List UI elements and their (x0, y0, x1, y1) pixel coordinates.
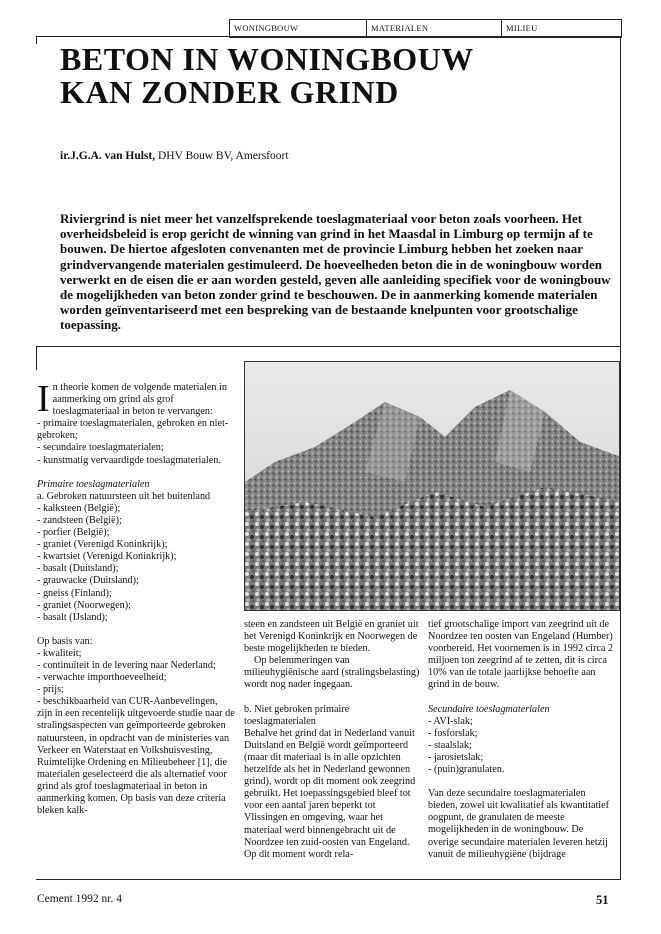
list-item: - kalksteen (België); (37, 502, 121, 514)
tab-materialen: MATERIALEN (367, 20, 502, 37)
column-2 (244, 619, 420, 861)
dropcap: I (37, 378, 50, 420)
page-number: 51 (596, 893, 609, 907)
list-item: - beschikbaarheid van CUR-Aanbevelingen, (37, 696, 218, 708)
title-line-2: KAN ZONDER GRIND (60, 74, 399, 110)
list-item: - verwachte importhoeveelheid; (37, 672, 167, 684)
list-item: - staalslak; (428, 739, 472, 751)
list-item: - porfier (België); (37, 527, 110, 539)
tab-milieu: MILIEU (506, 23, 538, 33)
list-item: - graniet (Verenigd Koninkrijk); (37, 539, 168, 551)
body-paragraph: zijn in een recentelijk uitgevoerde studie naar de stralingsaspecten van geïmporteerde gebroken natuursteen, in opdracht van de ministeries van Verkeer en Waterstaat en Volkshuisvesting, Ruimtelijke Ordening en Milieubeheer [1], die materialen geselecteerd die als alternatief voor grind als grof toeslagmateriaal in beton in aanmerking komen. Op basis van deze criteria bleken kalk- (37, 708, 235, 817)
list-item: - AVI-slak; (428, 715, 473, 727)
list-item: - jarosietslak; (428, 751, 484, 763)
intro-text: n theorie komen de volgende materialen in aanmerking om grind als grof toeslagmateriaal in beton te vervangen: (52, 382, 227, 418)
list-item: - continuïteit in de levering naar Nederland; (37, 659, 216, 671)
section-heading-primary: Primaire toeslagmaterialen (37, 478, 150, 490)
gravel-photo (244, 361, 620, 611)
left-rule-top (36, 36, 37, 44)
body-paragraph: Behalve het grind dat in Nederland vanuit Duitsland en België wordt geïmporteerd (maar dit materiaal is in alle opzichten hetzelfde als het in Nederland gewonnen grind), wordt op dit moment ook zeegrind gebruikt. Het toepassingsgebied bleef tot voor een aantal jaren beperkt tot Vlissingen en omgeving, waar het materiaal werd binnengebracht uit de Noordzee ten zuid-oosten van Engeland. Op dit moment wordt rela- (244, 727, 416, 860)
body-paragraph: Van deze secundaire toeslagmaterialen bieden, zowel uit kwalitatief als kwantitatief oogpunt, de granulaten de meeste mogelijkheden in de woningbouw. De overige secundaire materialen leveren hetzij vanuit de milieuhygiëne (bijdrage (428, 788, 610, 860)
left-rule-mid (36, 346, 37, 370)
subheading-a: a. Gebroken natuursteen uit het buitenland (37, 490, 211, 502)
list-item: - kwartsiet (Verenigd Koninkrijk); (37, 551, 177, 563)
tab-woningbouw: WONINGBOUW (230, 20, 367, 37)
intro-paragraph (37, 378, 237, 420)
journal-issue: Cement 1992 nr. 4 (37, 893, 122, 905)
right-rule (620, 36, 621, 880)
gravel-heaps-image (245, 362, 620, 611)
list-item: - kunstmatig vervaardigde toeslagmaterialen. (37, 454, 221, 466)
lead-paragraph: Riviergrind is niet meer het vanzelfsprekende toeslagmateriaal voor beton zoals voorheen. Het overheidsbeleid is erop gericht de winning van grind in het Maasdal in Limburg op termijn af te bouwen. De hiertoe afgesloten convenanten met de provincie Limburg hebben het zoeken naar grindvervangende materialen gestimuleerd. De hoeveelheden beton die in de woningbouw worden verwerkt en de eisen die er aan worden gesteld, geven alle aanleiding specifiek voor de woningbouw de mogelijkheden van beton zonder grind te beschouwen. De in aanmerking komende materialen worden geïnventariseerd met een bespreking van de bestaande knelpunten voor grootschalige toepassing. (60, 211, 611, 333)
list-item: - (puin)granulaten. (428, 764, 505, 776)
list-item: - gneiss (Finland); (37, 587, 112, 599)
title-line-1: BETON IN WONINGBOUW (60, 41, 474, 77)
body-paragraph: Op belemmeringen van milieuhygiënische aard (stralingsbelasting) wordt nog nader ingegaan. (244, 655, 420, 691)
column-1 (37, 378, 237, 817)
lead-rule (36, 346, 621, 347)
list-item: - basalt (Duitsland); (37, 563, 119, 575)
subheading-b: b. Niet gebroken primaire toeslagmaterialen (244, 703, 350, 727)
list-item: - fosforslak; (428, 727, 478, 739)
bottom-rule (36, 879, 621, 880)
page-title (60, 43, 620, 109)
list-item: - prijs; (37, 684, 64, 696)
list-item: - basalt (IJsland); (37, 611, 108, 623)
basis-intro: Op basis van: (37, 635, 93, 647)
list-item: - primaire toeslagmaterialen, gebroken en niet-gebroken; (37, 418, 229, 442)
list-item: - kwaliteit; (37, 647, 82, 659)
list-item: - secundaire toeslagmaterialen; (37, 442, 164, 454)
section-heading-secondary: Secundaire toeslagmaterialen (428, 703, 550, 715)
author-name: ir.J.G.A. van Hulst, (60, 150, 156, 162)
author-affiliation: DHV Bouw BV, Amersfoort (155, 150, 289, 162)
column-3 (428, 619, 614, 861)
list-item: - grauwacke (Duitsland); (37, 575, 139, 587)
byline (60, 150, 289, 162)
list-item: - graniet (Noorwegen); (37, 599, 131, 611)
list-item: - zandsteen (België); (37, 514, 122, 526)
top-rule (36, 36, 621, 37)
body-paragraph: tief grootschalige import van zeegrind uit de Noordzee ten oosten van Engeland (Humber) voorbereid. Het voornemen is in 1992 circa 2 miljoen ton zeegrind af te zetten, dit is circa 10% van de totale jaarlijkse behoefte aan grind in de bouw. (428, 619, 614, 691)
body-paragraph: steen en zandsteen uit België en graniet uit het Verenigd Koninkrijk en Noorwegen de beste mogelijkheden te bieden. (244, 619, 419, 655)
